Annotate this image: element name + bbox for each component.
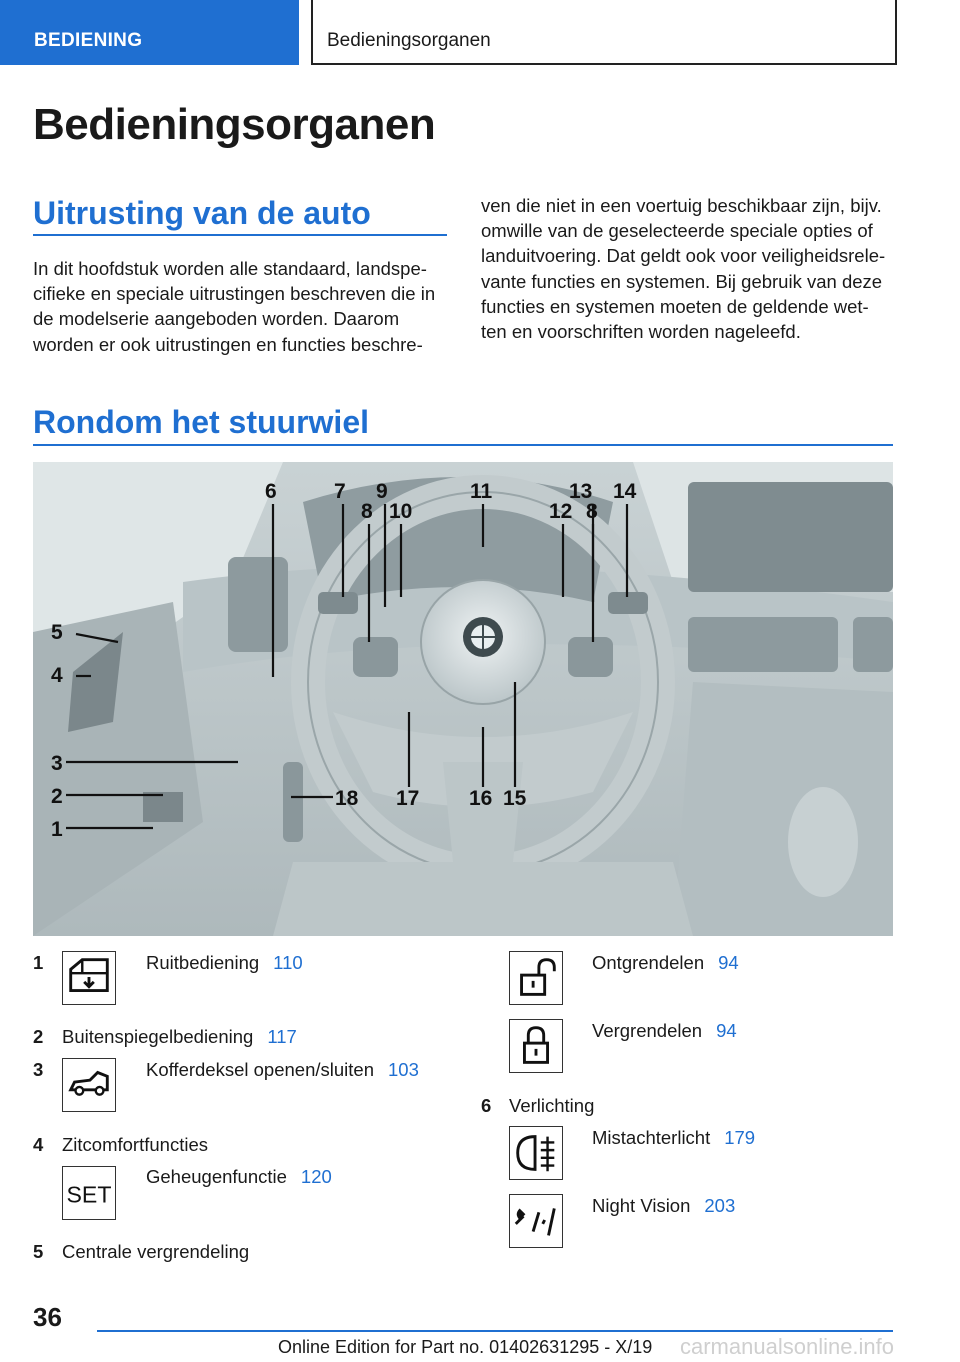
text-line: cifieke en speciale uitrustingen beschreven die in: [33, 283, 436, 305]
item-number: 5: [33, 1241, 44, 1262]
list-item: [146, 1059, 419, 1081]
page-link[interactable]: 120: [300, 1166, 332, 1187]
callout-18: 18: [335, 787, 359, 810]
footer-text: Online Edition for Part no. 01402631295 - X/19: [278, 1337, 653, 1357]
footer-rule: [97, 1330, 893, 1332]
text-line: ven die niet in een voertuig beschikbaar zijn, bijv.: [481, 195, 882, 216]
set-icon: [62, 1166, 116, 1220]
window-icon: [62, 951, 116, 1005]
list-item: [592, 1020, 737, 1042]
text-line: worden er ook uitrustingen en functies beschre-: [33, 333, 423, 355]
item-number: 3: [33, 1059, 44, 1080]
callout-11: 11: [470, 480, 493, 503]
intro-column-2: [481, 193, 885, 344]
item-label: Verlichting: [509, 1095, 595, 1116]
item-label: Night Vision: [592, 1195, 691, 1216]
item-label: Ontgrendelen: [592, 952, 705, 973]
heading-rule: [33, 234, 447, 236]
section-tab: [0, 0, 299, 65]
page-link[interactable]: 117: [267, 1026, 297, 1047]
watermark: carmanualsonline.info: [680, 1334, 895, 1359]
section-heading-equipment: Uitrusting van de auto: [33, 195, 371, 231]
callout-1: 1: [51, 818, 63, 841]
text-line: de modelserie aangeboden worden. Daarom: [33, 308, 400, 330]
item-label: Vergrendelen: [592, 1020, 703, 1041]
list-item: [592, 1195, 735, 1217]
callout-6: 6: [265, 480, 277, 503]
page-link[interactable]: 110: [273, 952, 303, 973]
heading-rule: [33, 444, 893, 446]
list-item: [62, 1026, 297, 1048]
callout-4: 4: [51, 664, 63, 687]
item-number: 6: [481, 1095, 492, 1116]
rear-fog-light-icon: [509, 1126, 563, 1180]
text-line: In dit hoofdstuk worden alle standaard, landspe-: [33, 258, 427, 279]
set-icon-text: SET: [66, 1181, 112, 1208]
callout-16: 16: [469, 787, 493, 810]
item-label: Buitenspiegelbediening: [62, 1026, 254, 1047]
text-line: functies en systemen moeten de geldende wet-: [481, 295, 869, 317]
cockpit-illustration: [33, 462, 893, 936]
item-label: Centrale vergrendeling: [62, 1241, 250, 1262]
item-label: Mistachterlicht: [592, 1127, 711, 1148]
page-title: Bedieningsorganen: [33, 100, 436, 149]
night-vision-icon: [509, 1194, 563, 1248]
list-item: [146, 1166, 332, 1188]
callout-8b: 8: [586, 500, 598, 523]
callout-3: 3: [51, 752, 63, 775]
section-label: BEDIENING: [34, 30, 143, 51]
list-item: [62, 1134, 208, 1156]
page-number: 36: [33, 1302, 62, 1332]
lock-icon: [509, 1019, 563, 1073]
page-link[interactable]: 103: [388, 1059, 419, 1080]
item-label: Ruitbediening: [146, 952, 260, 973]
callout-2: 2: [51, 785, 63, 808]
page-link[interactable]: 94: [716, 1020, 737, 1041]
callout-10: 10: [389, 500, 413, 523]
text-line: landuitvoering. Dat geldt ook voor veiligheidsrele-: [481, 245, 886, 267]
trunk-icon: [62, 1058, 116, 1112]
item-number: 4: [33, 1134, 44, 1155]
chapter-tab: [311, 0, 897, 65]
item-number: 2: [33, 1026, 44, 1047]
callout-8: 8: [361, 500, 373, 523]
text-line: ten en voorschriften worden nageleefd.: [481, 321, 801, 343]
page-link[interactable]: 203: [704, 1195, 736, 1216]
list-item: [509, 1095, 594, 1117]
text-line: omwille van de geselecteerde speciale opties of: [481, 220, 873, 242]
page-link[interactable]: 94: [718, 952, 739, 973]
callout-5: 5: [51, 621, 63, 644]
list-item: [592, 1127, 755, 1149]
chapter-label: Bedieningsorganen: [327, 30, 491, 51]
callout-17: 17: [396, 787, 420, 810]
callout-15: 15: [503, 787, 527, 810]
page-link[interactable]: 179: [724, 1127, 756, 1148]
list-item: [592, 952, 739, 974]
callout-14: 14: [613, 480, 637, 503]
list-item: [146, 952, 303, 974]
callout-9: 9: [376, 480, 388, 503]
item-label: Kofferdeksel openen/sluiten: [146, 1059, 374, 1080]
callout-12: 12: [549, 500, 573, 523]
text-line: vante functies en systemen. Bij gebruik van deze: [481, 270, 883, 292]
item-label: Zitcomfortfuncties: [62, 1134, 208, 1155]
unlock-icon: [509, 951, 563, 1005]
item-label: Geheugenfunctie: [146, 1166, 287, 1187]
list-item: [62, 1241, 249, 1263]
item-number: 1: [33, 952, 44, 973]
intro-column-1: [33, 256, 435, 357]
callout-7: 7: [334, 480, 346, 503]
callout-13: 13: [569, 480, 593, 503]
section-heading-steering-wheel: Rondom het stuurwiel: [33, 404, 369, 440]
